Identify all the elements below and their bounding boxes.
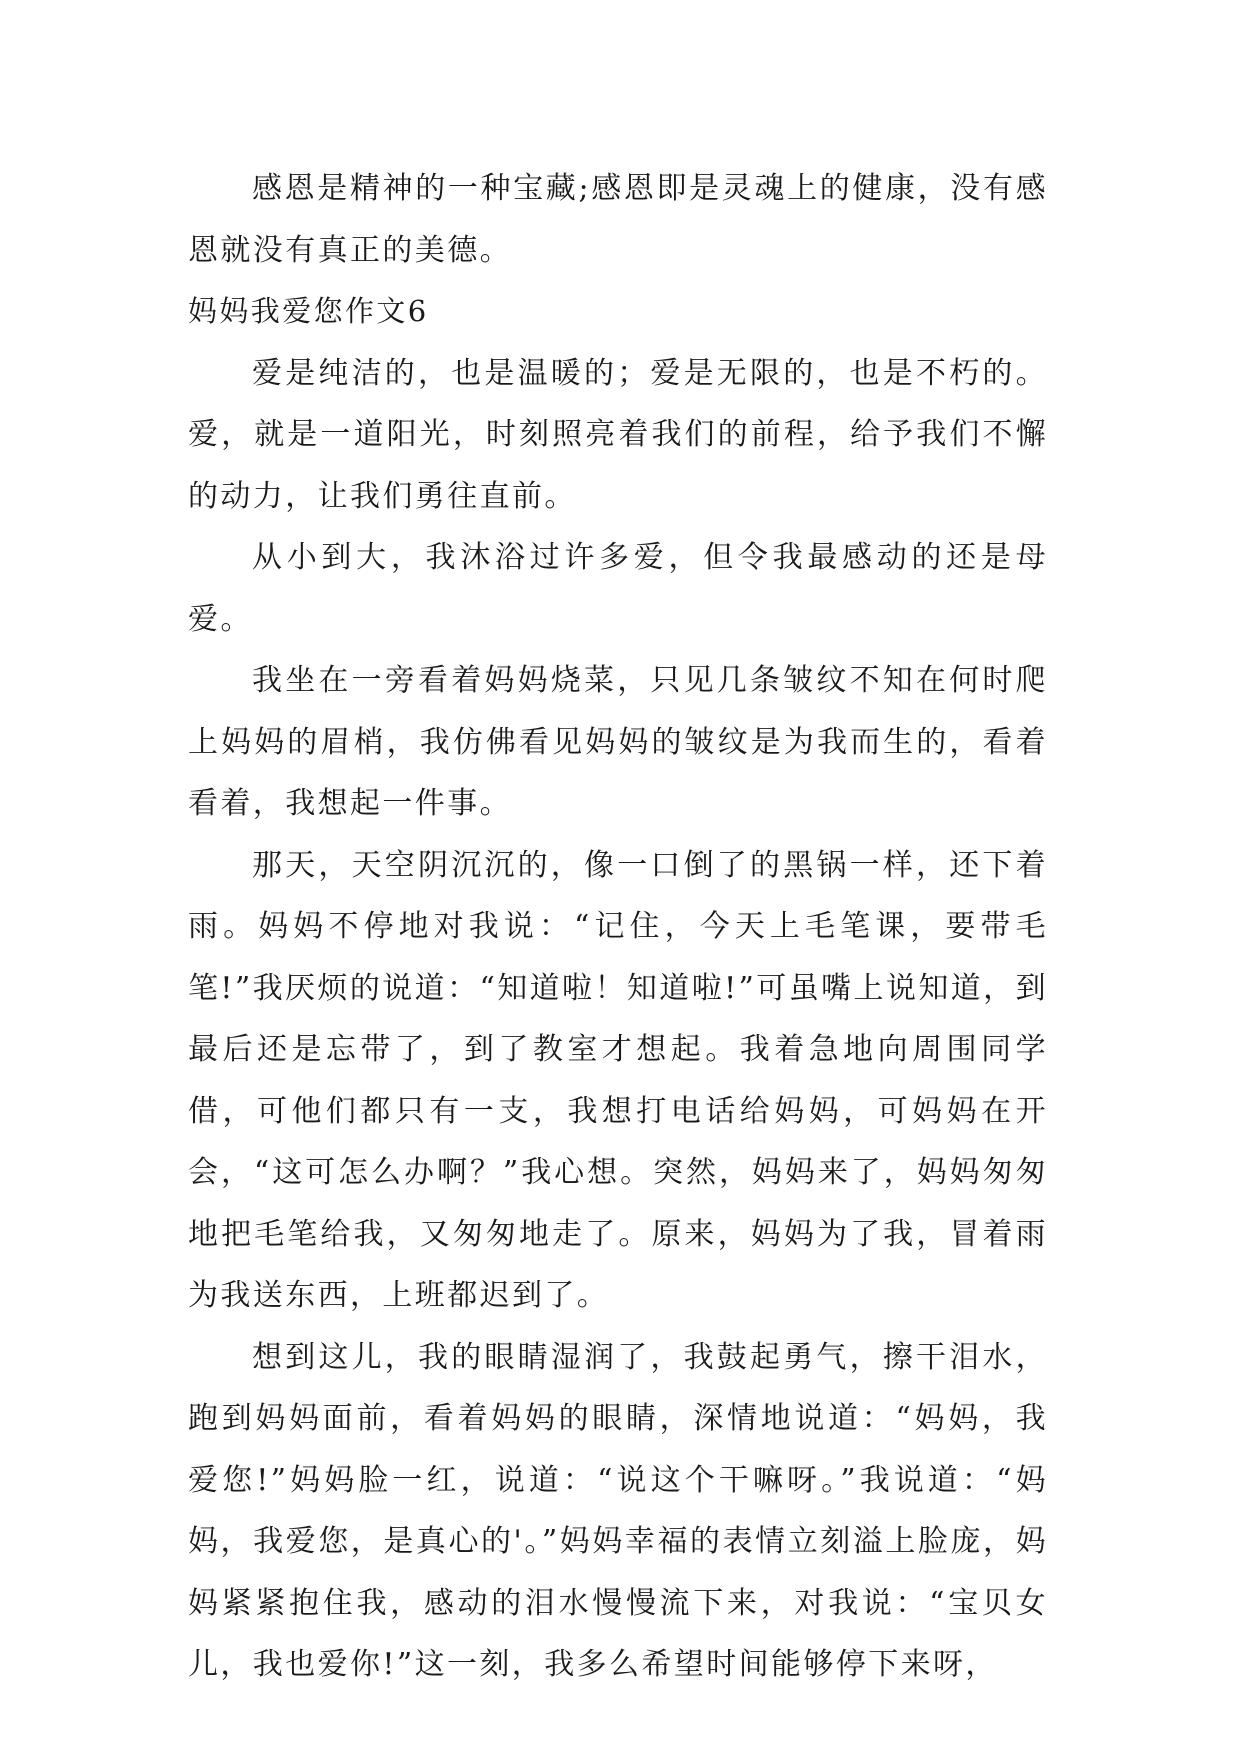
paragraph-2: 从小到大，我沐浴过许多爱，但令我最感动的还是母爱。 bbox=[188, 540, 1048, 637]
document-body bbox=[188, 158, 1048, 1696]
paragraph-gratitude: 感恩是精神的一种宝藏;感恩即是灵魂上的健康，没有感恩就没有真正的美德。 bbox=[188, 171, 1048, 268]
paragraph-3: 我坐在一旁看着妈妈烧菜，只见几条皱纹不知在何时爬上妈妈的眉梢，我仿佛看见妈妈的皱纹是为我而生的，看着看着，我想起一件事。 bbox=[188, 663, 1048, 821]
section-title: 妈妈我爱您作文6 bbox=[188, 294, 429, 328]
paragraph-1: 爱是纯洁的，也是温暖的；爱是无限的，也是不朽的。爱，就是一道阳光，时刻照亮着我们的前程，给予我们不懈的动力，让我们勇往直前。 bbox=[188, 355, 1048, 514]
paragraph-5: 想到这儿，我的眼睛湿润了，我鼓起勇气，擦干泪水，跑到妈妈面前，看着妈妈的眼睛，深情地说道：“妈妈，我爱您!”妈妈脸一红，说道：“说这个干嘛呀。”我说道：“妈妈，我爱您，是真心的'。”妈妈幸福的表情立刻溢上脸庞，妈妈紧紧抱住我，感动的泪水慢慢流下来，对我说：“宝贝女儿，我也爱你!”这一刻，我多么希望时间能够停下来呀， bbox=[188, 1339, 1048, 1682]
paragraph-4: 那天，天空阴沉沉的，像一口倒了的黑锅一样，还下着雨。妈妈不停地对我说：“记住，今天上毛笔课，要带毛笔!”我厌烦的说道：“知道啦！知道啦!”可虽嘴上说知道，到最后还是忘带了，到了教室才想起。我着急地向周围同学借，可他们都只有一支，我想打电话给妈妈，可妈妈在开会，“这可怎么办啊？”我心想。突然，妈妈来了，妈妈匆匆地把毛笔给我，又匆匆地走了。原来，妈妈为了我，冒着雨为我送东西，上班都迟到了。 bbox=[188, 847, 1048, 1313]
